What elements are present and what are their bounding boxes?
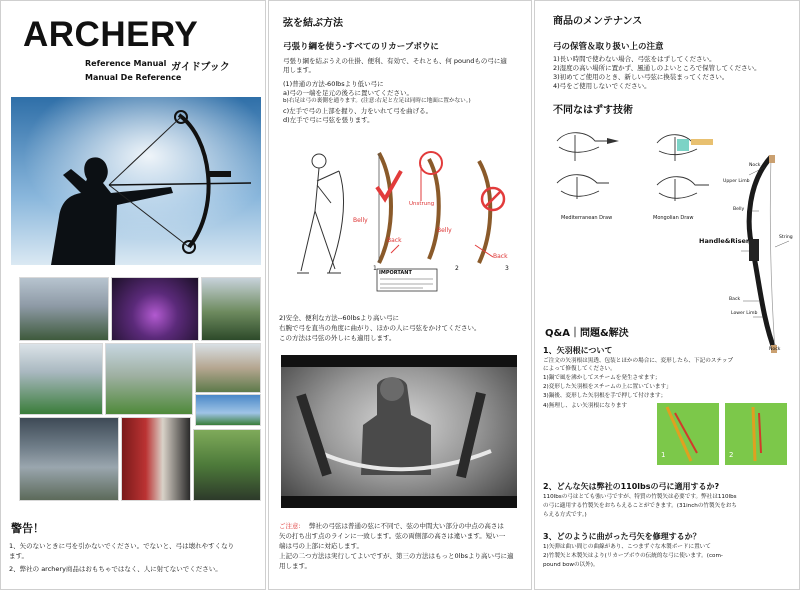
fletching-photo-2: [725, 403, 787, 465]
bow-label-upper-limb: Upper Limb: [723, 179, 750, 184]
collage-photo-2: [111, 277, 199, 341]
archer-hero-photo: [11, 97, 261, 265]
person-with-bow-image: [281, 355, 517, 508]
bow-label-string: String: [779, 235, 793, 240]
bow-label-handle: Handle&Riser: [699, 237, 750, 245]
intro-line-6: c)左手で弓の上部を握り、力をいれて弓を曲げる。: [283, 107, 433, 115]
label-belly-2: Belly: [437, 227, 452, 234]
intro-line-7: d)左手で弓に弓弦を張ります。: [283, 116, 374, 124]
maintenance-panel: [534, 0, 800, 590]
maintenance-line-1: 1)長い時間で使わない場合、弓弦をはずしてください。: [553, 55, 716, 63]
q1-line-4: 2)変形した矢羽根をスチームの上に置いています」: [543, 384, 672, 390]
q3-title: 3、どのように曲がった弓矢を修理するか？: [543, 532, 701, 541]
collage-photo-6: [195, 343, 261, 393]
maintenance-heading: 商品のメンテナンス: [553, 16, 643, 27]
collage-photo-7: [195, 394, 261, 426]
label-back-1: Back: [387, 237, 402, 244]
q3-line-1: 1)矢弾は曲い間じの曲線があり、こつまずぐな木製ボードに置いて: [543, 544, 711, 550]
collage-photo-8: [19, 417, 119, 501]
intro-line-1: 弓張り綱を結ぶうえの仕掛、便利、有効で、それとも、何 poundもの弓に適: [283, 57, 507, 65]
collage-photo-10: [193, 429, 261, 501]
q1-line-6: 4)無理し、よい矢羽根になります: [543, 403, 628, 409]
stringing-photo: [281, 355, 517, 508]
note-line-3: 端は弓の上部に対応します。: [279, 542, 363, 550]
warning-line-1: 1、矢のないときに弓を引かないでください。でないと、弓は壊れやすくなり: [9, 542, 235, 550]
q3-line-3: pound bowの以外)。: [543, 562, 599, 568]
q3-line-2: 2)竹製矢と木製矢はより(リカーブボウの伝統的な弓に使います。(com-: [543, 553, 723, 559]
method2-line-2: 右腕で弓を直当の角度に曲がり、ほかの人に弓弦をかけてください。: [279, 324, 481, 332]
fletching-photo-1: [657, 403, 719, 465]
bow-label-nock-bottom: Nock: [769, 347, 781, 352]
bow-label-back: Back: [729, 297, 741, 302]
maintenance-line-3: 3)初めてご使用のとき、新しい弓弦に換装まってください。: [553, 73, 729, 81]
warning-line-2: ます。: [9, 552, 28, 560]
q1-title: 1、矢羽根について: [543, 346, 613, 355]
diagram-number-2: 2: [455, 265, 459, 272]
label-important: IMPORTANT: [379, 270, 412, 276]
diagram-number-3: 3: [505, 265, 509, 272]
warning-title: 警告！: [11, 522, 44, 535]
note-line-5: 用します。: [279, 562, 311, 570]
bent-fletching-image: [657, 403, 719, 465]
cover-subtitle-jp: ガイドブック: [171, 62, 230, 73]
bow-label-belly: Belly: [733, 207, 745, 212]
q1-line-1: ご注文の矢羽根は黒透、包装とほかの場合に、変形したら、下記のステップ: [543, 358, 734, 364]
q2-title: 2、どんな矢は弊社の110lbsの弓に適用するか?: [543, 482, 720, 491]
storage-subheading: 弓の保管＆取り扱い上の注意: [553, 42, 664, 52]
collage-photo-9: [121, 417, 191, 501]
release-technique-heading: 不同なはずす技術: [553, 105, 633, 116]
collage-photo-1: [19, 277, 109, 341]
fixed-fletching-image: [725, 403, 787, 465]
q2-line-3: らえる方式です。): [543, 512, 587, 518]
label-unstrung: Unstrung: [409, 201, 435, 207]
warning-line-3: 2、弊社の archery商品はおもちゃではなく、人に射てないでください。: [9, 565, 222, 573]
cover-subtitle-fr: Manual De Reference: [85, 73, 182, 82]
qa-title: Q&A｜問題&解決: [545, 328, 629, 339]
label-belly-1: Belly: [353, 217, 368, 224]
bow-anatomy-diagram: [699, 151, 799, 357]
intro-line-3: (1)普通の方法-60lbsより低い弓に: [283, 80, 384, 88]
collage-photo-4: [19, 343, 103, 415]
intro-line-2: 用します。: [283, 66, 315, 74]
cover-title: ARCHERY: [23, 15, 199, 54]
q2-line-1: 110lbsの弓はとても強い弓ですが、特質の竹製矢は必要です。弊社は110lbs: [543, 494, 737, 500]
stringing-panel: [268, 0, 532, 590]
collage-photo-3: [201, 277, 261, 341]
cover-subtitle-en: Reference Manual: [85, 59, 167, 68]
method2-line-1: 2)安全、便利な方法--60lbsより高い弓に: [279, 314, 399, 322]
diagram-number-1: 1: [373, 265, 377, 272]
cover-panel: [0, 0, 266, 590]
bow-label-lower-limb: Lower Limb: [731, 311, 758, 316]
q1-line-3: 1)鍋で風を沸かしてスチームを発生させます；: [543, 375, 661, 381]
maintenance-line-4: 4)弓をご使用しないでください。: [553, 82, 651, 90]
q1-line-5: 3)鍋後、変形した矢羽根を手で押して付けます；: [543, 393, 667, 399]
stringing-diagram: [279, 141, 523, 297]
mediterranean-draw-label: Mediterranean Draw: [561, 215, 613, 221]
note-label: ご注意:: [279, 522, 301, 530]
stringing-lead: 弓張り綱を使う-すべてのリカーブボウに: [283, 42, 439, 52]
draw-technique-diagram: [547, 121, 717, 233]
collage-photo-5: [105, 343, 193, 415]
mongolian-draw-label: Mongolian Draw: [653, 215, 694, 221]
intro-line-5: b)右足は弓の裏側を通ります。(注意:右足と左足は同時に地面に置かない。): [283, 98, 471, 104]
note-line-1: 弊社の弓弦は普通の弦に不同で、弦の中間大い部分の中点の高さは: [309, 522, 504, 530]
note-line-4: 上記の二つ方法は実行してよいですが、第三の方法はもっと0lbsより高い弓に適: [279, 552, 514, 560]
bow-label-nock-top: Nock: [749, 163, 761, 168]
maintenance-line-2: 2)湿度の高い場所に置かず、風通しのよいところで保管してください。: [553, 64, 761, 72]
method2-line-3: この方法は弓弦の外しにも適用します。: [279, 334, 396, 342]
fletching-photo-2-number: 2: [729, 451, 734, 459]
stringing-heading: 弦を結ぶ方法: [283, 18, 343, 29]
note-line-2: 矢の打ち出す点のラインに一致します。弦の両側部の高さは違います。短い一: [279, 532, 506, 540]
intro-line-4: a)弓の一端を足元の後ろに置いてください。: [283, 89, 414, 97]
label-back-2: Back: [493, 253, 508, 260]
q1-line-2: によって修復してください。: [543, 366, 616, 372]
fletching-photo-1-number: 1: [661, 451, 666, 459]
q2-line-2: の弓に適用する竹製矢をおちらえることができます。(31inchの竹製矢をおち: [543, 503, 737, 509]
archer-silhouette-image: [11, 97, 261, 265]
